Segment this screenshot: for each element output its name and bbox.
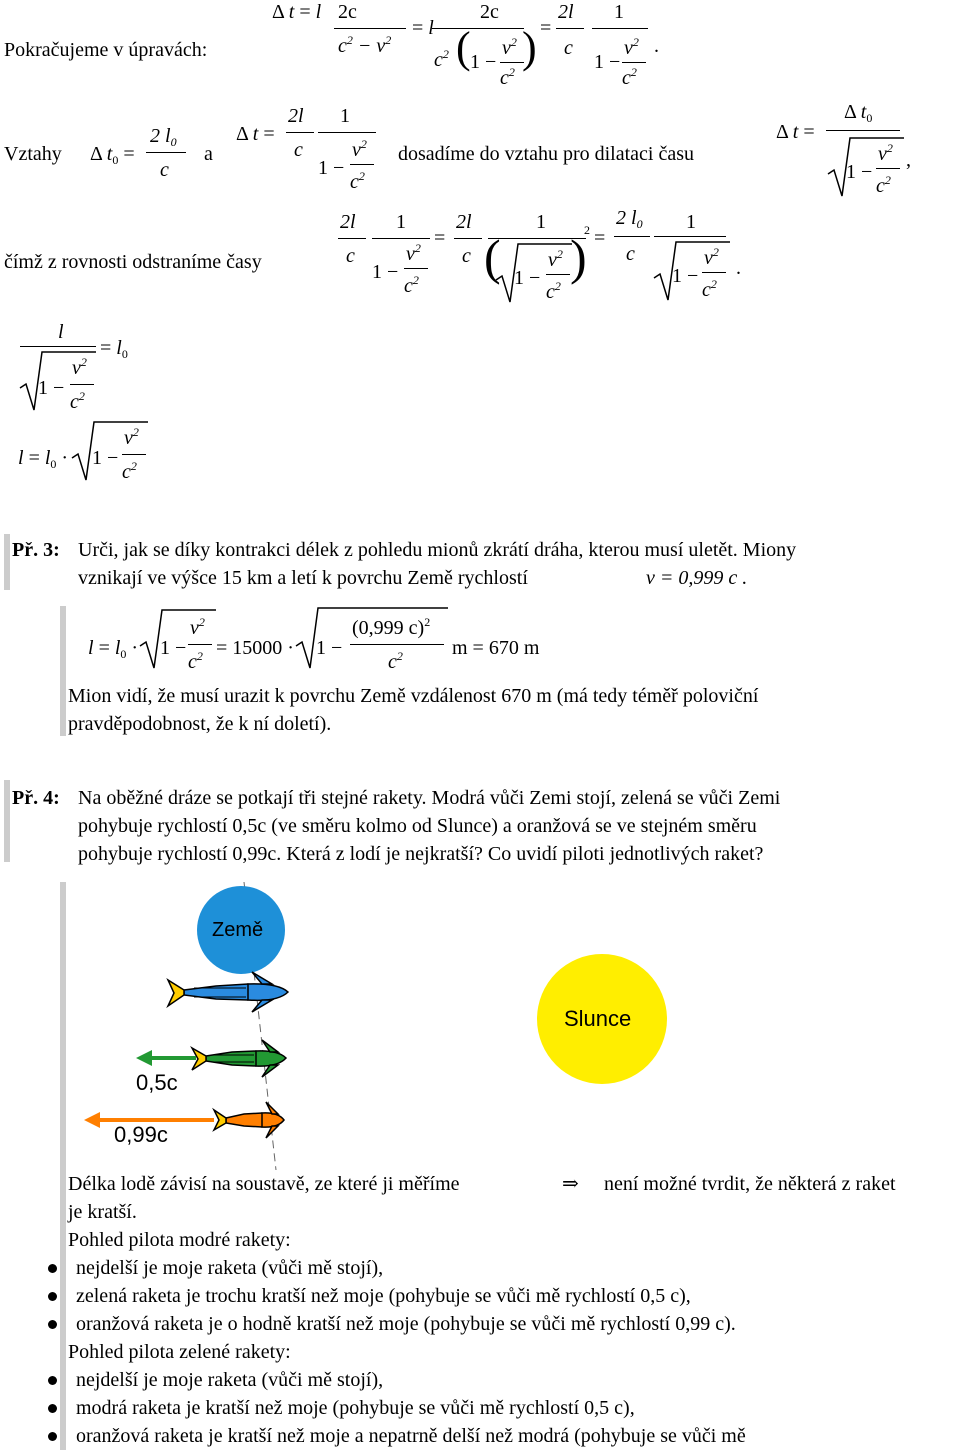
one-minus: 1 − xyxy=(316,637,343,659)
fraction-bar xyxy=(546,274,570,275)
fraction-bar xyxy=(432,28,524,29)
example-4-sidebar xyxy=(4,780,10,862)
two-l0: 2 $l_0$ xyxy=(150,125,177,149)
v2-small: $v^2$ xyxy=(352,137,367,161)
one-minus: 1 − xyxy=(92,447,119,469)
c2-small: $c^2$ xyxy=(350,169,365,193)
fraction-bar xyxy=(592,28,648,29)
v2-small: $v^2$ xyxy=(502,35,517,59)
blue-item-2: zelená raketa je trochu kratší než moje (pohybuje se vůči mě rychlostí 0,5 c), xyxy=(76,1285,691,1307)
green-arrow-head xyxy=(136,1050,152,1066)
eq-sign: = xyxy=(434,227,446,249)
c2-small: $c^2$ xyxy=(404,273,419,297)
one: 1 xyxy=(340,105,350,127)
v2-small: $v^2$ xyxy=(624,35,639,59)
calc-l-l0: $l = l_0$ · xyxy=(88,637,139,661)
orange-arrow-head xyxy=(84,1112,100,1128)
one-minus: 1 − xyxy=(846,161,873,183)
one: 1 xyxy=(396,211,406,233)
eq-l: = l xyxy=(412,17,434,39)
comma: , xyxy=(906,149,911,171)
green-speed-label: 0,5c xyxy=(136,1070,178,1095)
two-l: 2l xyxy=(558,1,574,23)
fraction-bar xyxy=(614,236,650,237)
earth-label: Země xyxy=(212,919,264,941)
fraction-bar xyxy=(188,644,212,645)
paren-open: ( xyxy=(484,229,501,285)
c: c xyxy=(626,243,635,265)
v2-small: $v^2$ xyxy=(878,141,893,165)
c2-small: $c^2$ xyxy=(388,649,403,673)
fraction-bar xyxy=(876,168,900,169)
one-minus: 1 − xyxy=(594,51,621,73)
fraction-bar xyxy=(500,62,524,63)
paren-close: ) xyxy=(522,23,537,72)
one-minus: 1 − xyxy=(372,261,399,283)
fraction-bar xyxy=(556,28,584,29)
bullet-icon xyxy=(48,1376,57,1385)
example-4-text-2: pohybuje rychlostí 0,5c (ve směru kolmo od Slunce) a oranžová se ve stejném směru xyxy=(78,815,757,837)
intro-line-2-dosadime: dosadíme do vztahu pro dilataci času xyxy=(398,143,695,165)
one-minus: 1 − xyxy=(470,51,497,73)
fraction-bar xyxy=(826,130,900,131)
delta-t0: Δ $t_0$ xyxy=(844,101,873,125)
c2-small: $c^2$ xyxy=(188,649,203,673)
conclusion-line-2: je kratší. xyxy=(68,1201,137,1223)
implies-icon: ⇒ xyxy=(562,1173,579,1195)
formula-contraction: $l = l_0$ · xyxy=(18,447,69,471)
formula-delta-t0: Δ $t_0$ = xyxy=(90,143,135,167)
c2-small: $c^2$ xyxy=(70,389,85,413)
calc-result: m = 670 m xyxy=(452,637,540,659)
frac-2c-num-2: 2c xyxy=(480,1,499,23)
eq-sign: = xyxy=(540,17,552,39)
eq-l0: = $l_0$ xyxy=(100,337,128,361)
fraction-bar xyxy=(350,164,374,165)
fraction-bar xyxy=(702,272,726,273)
exp-2: 2 xyxy=(584,223,590,237)
fraction-bar xyxy=(404,268,428,269)
fraction-bar xyxy=(286,132,314,133)
intro-line-2-vztahy: Vztahy xyxy=(4,143,62,165)
orange-speed-label: 0,99c xyxy=(114,1122,168,1147)
green-item-3: oranžová raketa je kratší než moje a nepatrně delší než modrá (pohybuje se vůči mě xyxy=(76,1425,746,1447)
fraction-bar xyxy=(372,238,430,239)
frac-c2-v2: $c^2 - v^2$ xyxy=(338,33,392,57)
period: . xyxy=(736,257,741,279)
c2-small: $c^2$ xyxy=(702,277,717,301)
c: c xyxy=(462,245,471,267)
example-3-sidebar xyxy=(4,534,10,590)
formula-dilatation-1: Δ t = l xyxy=(272,1,322,23)
green-rocket xyxy=(192,1040,286,1077)
one-minus: 1 − xyxy=(672,265,699,287)
fraction-bar xyxy=(654,236,726,237)
c2-small: $c^2$ xyxy=(122,459,137,483)
c2-small: $c^2$ xyxy=(622,65,637,89)
c2-small: $c^2$ xyxy=(500,65,515,89)
example-3-solution-sidebar xyxy=(60,606,66,736)
fraction-bar xyxy=(70,384,94,385)
c: c xyxy=(160,159,169,181)
fraction-bar xyxy=(334,28,406,29)
bullet-icon xyxy=(48,1320,57,1329)
blue-item-3: oranžová raketa je o hodně kratší než moje (pohybuje se vůči mě rychlostí 0,99 c). xyxy=(76,1313,736,1335)
fraction-bar xyxy=(122,454,146,455)
c: c xyxy=(294,139,303,161)
example-3-text-1: Urči, jak se díky kontrakci délek z pohledu mionů zkrátí dráha, kterou musí uletět. Miony xyxy=(78,539,797,561)
blue-item-1: nejdelší je moje raketa (vůči mě stojí), xyxy=(76,1257,384,1279)
one: 1 xyxy=(686,211,696,233)
conclusion-line-1b: není možné tvrdit, že některá z raket xyxy=(604,1173,896,1195)
one-minus: 1 − xyxy=(318,157,345,179)
green-item-2: modrá raketa je kratší než moje (pohybuje se vůči mě rychlostí 0,5 c), xyxy=(76,1397,635,1419)
fraction-bar xyxy=(350,644,444,645)
paren-open: ( xyxy=(456,23,471,72)
one-minus: 1 − xyxy=(160,637,187,659)
one-minus: 1 − xyxy=(514,267,541,289)
example-4-text-1: Na oběžné dráze se potkají tři stejné rakety. Modrá vůči Zemi stojí, zelená se vůči Zemi xyxy=(78,787,781,809)
v2-small: $v^2$ xyxy=(704,245,719,269)
conclusion-line-1: Délka lodě závisí na soustavě, ze které ji měříme xyxy=(68,1173,460,1195)
blue-rocket xyxy=(168,972,288,1012)
two-l: 2l xyxy=(340,211,356,233)
v2-small: $v^2$ xyxy=(406,241,421,265)
calc-0999: (0,999 c)$^2$ xyxy=(352,615,431,639)
v2-small: $v^2$ xyxy=(548,247,563,271)
fraction-bar xyxy=(622,62,646,63)
period: . xyxy=(654,35,659,57)
orange-rocket xyxy=(214,1102,284,1138)
intro-line-1: Pokračujeme v úpravách: xyxy=(4,39,208,61)
example-3-label: Př. 3: xyxy=(12,539,60,561)
bullet-icon xyxy=(48,1292,57,1301)
sun-label: Slunce xyxy=(564,1006,632,1031)
fraction-bar xyxy=(338,238,366,239)
v2-small: $v^2$ xyxy=(72,355,87,379)
formula-dilatation: Δ t = xyxy=(776,121,815,143)
fraction-bar xyxy=(146,152,186,153)
c: c xyxy=(346,245,355,267)
example-3-answer-2: pravděpodobnost, že k ní doletí). xyxy=(68,713,332,735)
one-minus: 1 − xyxy=(38,377,65,399)
formula-delta-t: Δ t = xyxy=(236,123,275,145)
example-3-text-2: vznikají ve výšce 15 km a letí k povrchu Země rychlostí xyxy=(78,567,528,589)
two-l: 2l xyxy=(288,105,304,127)
eq-sign: = xyxy=(594,227,606,249)
example-4-text-3: pohybuje rychlostí 0,99c. Která z lodí je nejkratší? Co uvidí piloti jednotlivých raket? xyxy=(78,843,764,865)
l: l xyxy=(58,321,64,343)
example-3-velocity: v = 0,999 c . xyxy=(646,567,748,589)
v2-small: $v^2$ xyxy=(190,615,205,639)
green-item-1: nejdelší je moje raketa (vůči mě stojí), xyxy=(76,1369,384,1391)
one: 1 xyxy=(614,1,624,23)
intro-line-2-a: a xyxy=(204,143,213,165)
frac-2c-num: 2c xyxy=(338,1,357,23)
eq-15000: = 15000 · xyxy=(216,637,294,659)
fraction-bar xyxy=(454,238,482,239)
bullet-icon xyxy=(48,1432,57,1441)
green-pilot-heading: Pohled pilota zelené rakety: xyxy=(68,1341,291,1363)
c: c xyxy=(564,37,573,59)
bullet-icon xyxy=(48,1404,57,1413)
example-4-label: Př. 4: xyxy=(12,787,60,809)
fraction-bar xyxy=(20,346,96,347)
c2-small: $c^2$ xyxy=(876,173,891,197)
intro-line-3: čímž z rovnosti odstraníme časy xyxy=(4,251,262,273)
v2-small: $v^2$ xyxy=(124,425,139,449)
two-l: 2l xyxy=(456,211,472,233)
one: 1 xyxy=(536,211,546,233)
fraction-bar xyxy=(318,132,376,133)
blue-pilot-heading: Pohled pilota modré rakety: xyxy=(68,1229,291,1251)
example-3-answer-1: Mion vidí, že musí urazit k povrchu Země vzdálenost 670 m (má tedy téměř poloviční xyxy=(68,685,759,707)
paren-close: ) xyxy=(570,229,587,285)
c2-small: $c^2$ xyxy=(546,279,561,303)
denom-c2: $c^2$ xyxy=(434,47,449,71)
bullet-icon xyxy=(48,1264,57,1273)
two-l0: 2 $l_0$ xyxy=(616,207,643,231)
